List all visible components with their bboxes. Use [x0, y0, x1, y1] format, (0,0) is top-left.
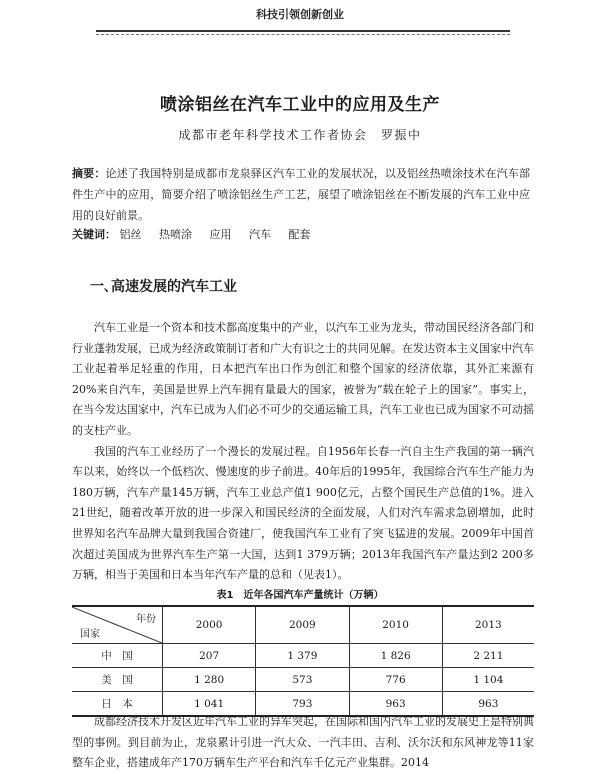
paragraph: 汽车工业是一个资本和技术都高度集中的产业，以汽车工业为龙头，带动国民经济各部门和行业蓬勃发展，已成为经济政策制订者和广大有识之士的共同见解。在发达资本主义国家中汽车工业起着举足轻重的作用，日本把汽车出口作为创汇和整个国家的经济依靠，其外汇来源有20%来自汽车，美国是世界上汽车拥有量最大的国家，被誉为“载在轮子上的国家”。事实上，在当今发达国家中，汽车已成为人们必不可少的交通运输工具，汽车工业也已成为国家不可动摇的支柱产业。: [72, 321, 534, 437]
body-text: [72, 318, 534, 586]
keyword: 铝丝: [119, 228, 142, 241]
corner-year-label: 年份: [136, 614, 156, 625]
article-title: 喷涂铝丝在汽车工业中的应用及生产: [160, 95, 440, 115]
author-line: 成都市老年科学技术工作者协会 罗振中: [178, 128, 422, 142]
value-cell: 963: [442, 692, 534, 717]
production-table: [72, 605, 534, 717]
keyword: 汽车: [249, 228, 271, 241]
value-cell: 2 211: [442, 644, 534, 668]
paragraph: 我国的汽车工业经历了一个漫长的发展过程。自1956年长春一汽自主生产我国的第一辆汽车以来，始终以一个低档次、慢速度的步子前进。40年后的1995年，我国综合汽车生产能力为180万辆，汽车产量145万辆，汽车工业总产值1 900亿元，占整个国民生产总值的1%。进入21世纪，随着改革开放的进一步深入和国民经济的全面发展，人们对汽车需求急剧增加，此时世界知名汽车品牌大量到我国合资建厂，使我国汽车工业有了突飞猛进的发展。2009年中国首次超过美国成为世界汽车生产第一大国，达到1 379万辆；2013年我国汽车产量达到2 200多万辆，相当于美国和日本当年汽车产量的总和（见表1）。: [72, 444, 534, 582]
value-cell: 1 826: [349, 644, 442, 668]
table-row: [72, 668, 534, 692]
value-cell: 1 379: [256, 644, 349, 668]
keywords: [72, 225, 530, 245]
value-cell: 963: [349, 692, 442, 717]
paragraph: 成都经济技术开发区近年汽车工业的异军突起，在国际和国内汽车工业的发展史上是特别典型的事例。到目前为止，龙泉累计引进一汽大众、一汽丰田、吉利、沃尔沃和东风神龙等11家整车企业，搭建成年产170万辆车生产平台和汽车千亿元产业集群。2014: [72, 715, 534, 770]
country-cell: 美 国: [101, 674, 133, 686]
value-cell: 573: [256, 668, 349, 692]
value-cell: 207: [163, 644, 256, 668]
keyword: 热喷涂: [159, 228, 192, 241]
year-header: 2013: [442, 606, 534, 644]
value-cell: 776: [349, 668, 442, 692]
abstract-label: 摘要：: [72, 167, 106, 180]
abstract: [72, 163, 530, 226]
value-cell: 793: [256, 692, 349, 717]
table-corner-cell: [72, 606, 163, 644]
corner-country-label: 国家: [80, 629, 100, 640]
year-header: 2009: [256, 606, 349, 644]
keyword: 应用: [209, 228, 232, 241]
year-header: 2010: [349, 606, 442, 644]
keywords-label: 关键词：: [72, 228, 116, 241]
year-header: 2000: [163, 606, 256, 644]
header-rule-dashed: [96, 34, 510, 35]
running-header: [0, 0, 600, 22]
table-header-row: [72, 606, 534, 644]
value-cell: 1 041: [163, 692, 256, 717]
country-cell: 中 国: [101, 650, 133, 662]
table-row: [72, 644, 534, 668]
journal-section-label: 科技引领创新创业: [256, 8, 344, 21]
country-cell: 日 本: [101, 698, 133, 710]
value-cell: 1 280: [163, 668, 256, 692]
value-cell: 1 104: [442, 668, 534, 692]
abstract-text: 论述了我国特别是成都市龙泉驿区汽车工业的发展状况，以及铝丝热喷涂技术在汽车部件生产中的应用，简要介绍了喷涂铝丝生产工艺，展望了喷涂铝丝在不断发展的汽车工业中应用的良好前景。: [72, 167, 531, 222]
keyword: 配套: [288, 228, 311, 241]
section-heading: 一､高速发展的汽车工业: [90, 279, 237, 295]
table-caption: 表1 近年各国汽车产量统计（万辆）: [216, 590, 384, 601]
header-rule: [96, 30, 510, 32]
